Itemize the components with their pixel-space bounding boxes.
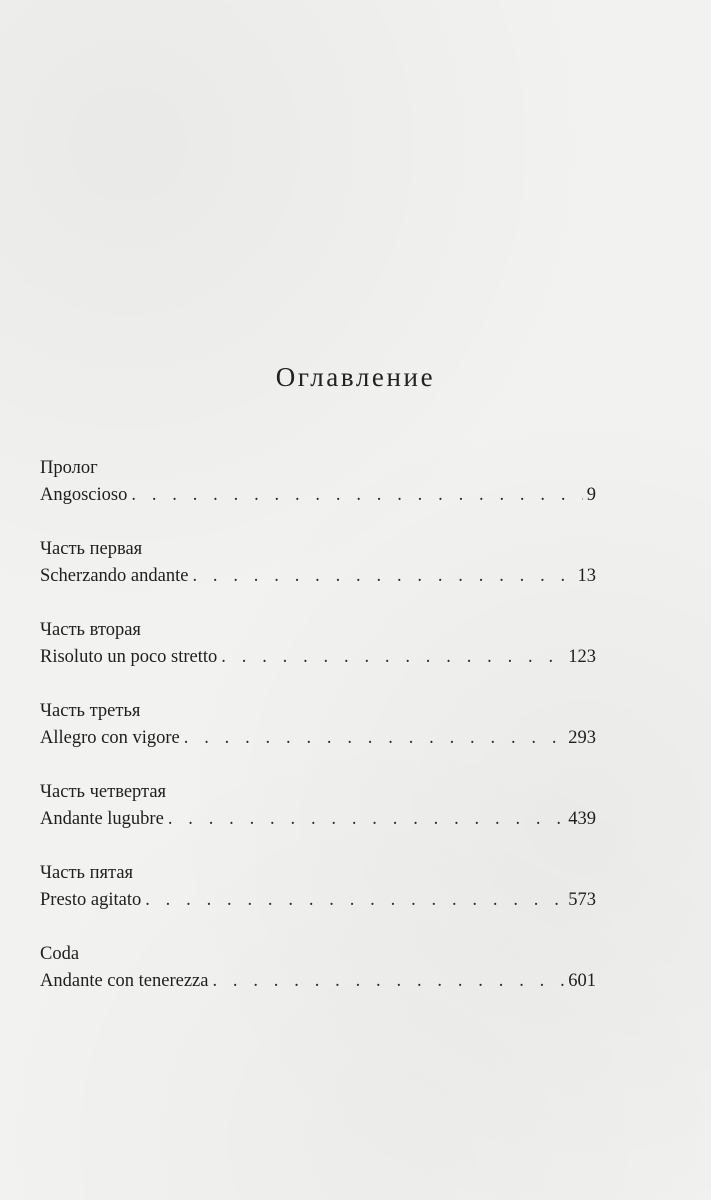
chapter-name: Angoscioso [40,485,128,505]
page-number: 293 [568,728,596,748]
page-number: 601 [568,971,596,991]
part-label: Часть пятая [40,863,134,883]
chapter-name: Risoluto un poco stretto [40,647,218,667]
entry-line [40,968,596,995]
toc-entry-part-1 [40,536,596,617]
dot-leader [145,887,564,914]
page-number: 123 [568,647,596,667]
part-label: Часть четвертая [40,782,167,802]
table-of-contents [40,455,596,1022]
part-label: Часть первая [40,539,143,559]
dot-leader [192,563,573,590]
chapter-name: Allegro con vigore [40,728,180,748]
toc-entry-coda [40,941,596,1022]
entry-line [40,482,596,509]
dot-leader [168,806,564,833]
toc-entry-part-4 [40,779,596,860]
entry-line [40,563,596,590]
part-label: Coda [40,944,80,964]
toc-entry-part-5 [40,860,596,941]
part-label: Часть вторая [40,620,141,640]
chapter-name: Andante lugubre [40,809,164,829]
toc-entry-part-3 [40,698,596,779]
chapter-name: Presto agitato [40,890,142,910]
toc-entry-part-2 [40,617,596,698]
dot-leader [184,725,565,752]
page-number: 9 [586,485,596,505]
dot-leader [212,968,564,995]
page-number: 13 [577,566,596,586]
part-label: Пролог [40,458,98,478]
entry-line [40,644,596,671]
chapter-name: Scherzando andante [40,566,189,586]
page-number: 439 [568,809,596,829]
entry-line [40,725,596,752]
dot-leader [131,482,582,509]
part-label: Часть третья [40,701,141,721]
entry-line [40,806,596,833]
dot-leader [221,644,564,671]
toc-entry-prologue [40,455,596,536]
toc-title: Оглавление [275,362,436,392]
page-number: 573 [568,890,596,910]
entry-line [40,887,596,914]
chapter-name: Andante con tenerezza [40,971,209,991]
